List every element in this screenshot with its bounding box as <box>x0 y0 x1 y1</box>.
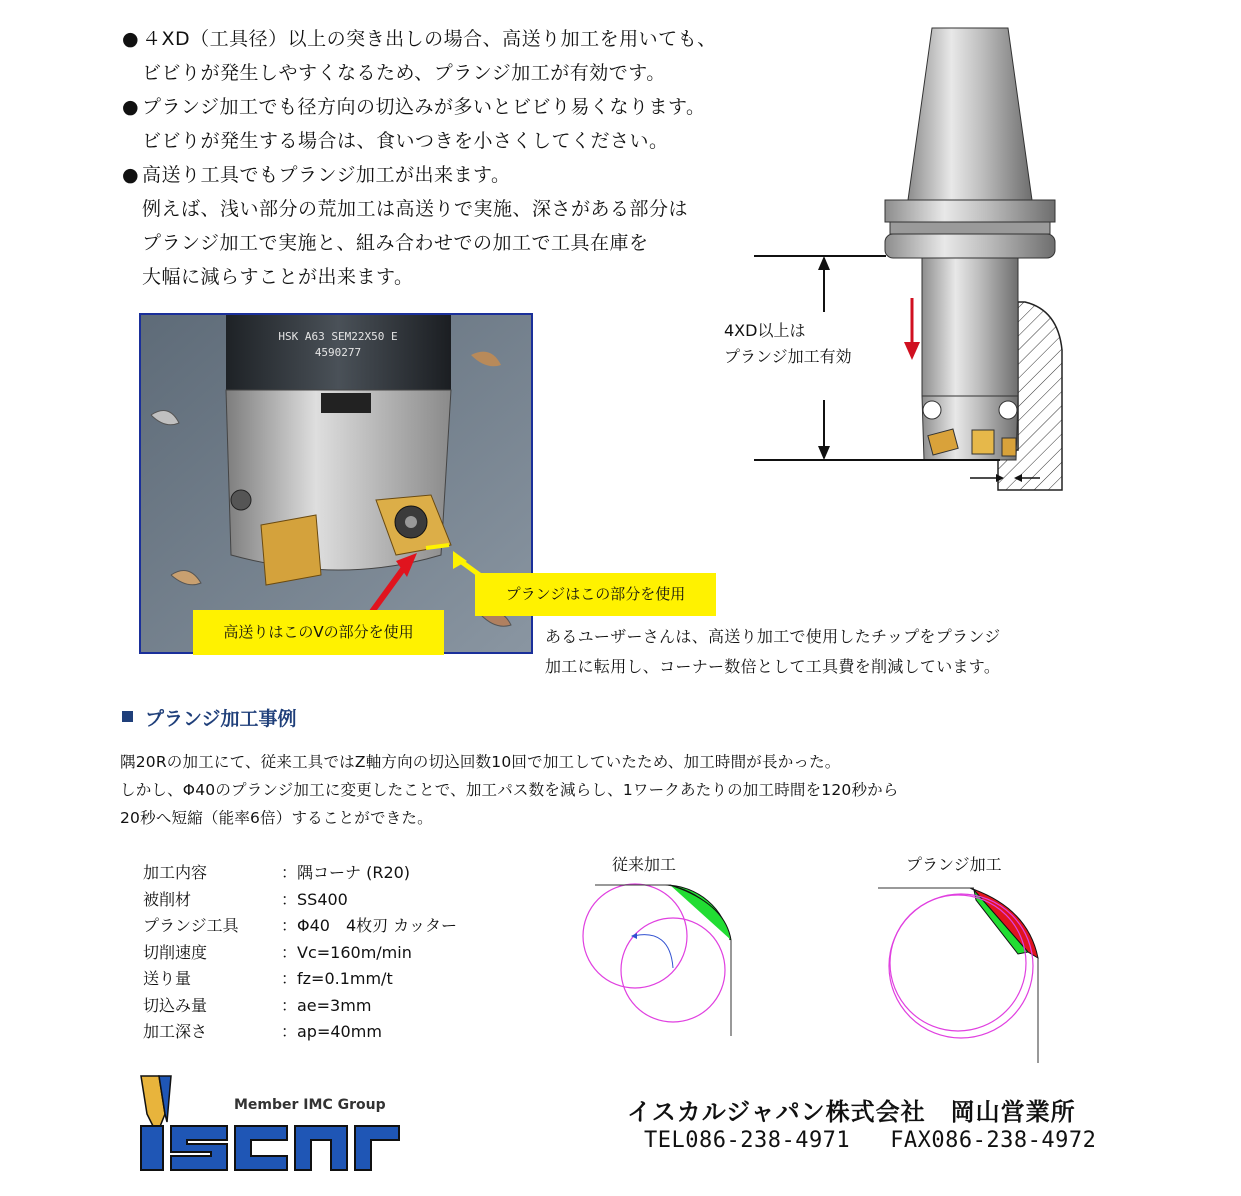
spec-row: 被削材 ：SS400 <box>143 889 348 909</box>
user-note <box>545 622 1001 682</box>
description-line-1: 隅20Rの加工にて、従来工具ではZ軸方向の切込回数10回で加工していたため、加工時間が長かった。 <box>120 753 841 771</box>
iscar-logo <box>137 1074 402 1174</box>
case-description <box>120 748 899 832</box>
conventional-label: 従来加工 <box>612 855 677 874</box>
conventional-diagram <box>575 878 745 1038</box>
intro-bullets <box>122 22 782 294</box>
bullet-3-line-3: プランジ加工で実施と、組み合わせでの加工で工具在庫を <box>142 232 649 254</box>
company-name: イスカルジャパン株式会社 岡山営業所 <box>627 1098 1076 1126</box>
holder-engraving-line-2: 4590277 <box>314 346 362 359</box>
section-title-text: プランジ加工事例 <box>145 708 297 730</box>
callout-plunge: プランジはこの部分を使用 <box>475 573 716 616</box>
spec-row: 加工深さ ：ap=40mm <box>143 1022 382 1041</box>
spec-row: 送り量 ：fz=0.1mm/t <box>143 969 393 988</box>
holder-engraving-line-1: HSK A63 SEM22X50 E <box>278 330 398 343</box>
spec-list <box>143 860 457 1046</box>
member-group-text: Member IMC Group <box>234 1097 386 1113</box>
protrusion-label-line-2: プランジ加工有効 <box>724 347 852 366</box>
protrusion-label-line-1: 4XD以上は <box>724 321 806 340</box>
bullet-2-line-2: ビビりが発生する場合は、食いつきを小さくしてください。 <box>142 130 669 152</box>
spec-row: 切込み量 ：ae=3mm <box>143 995 372 1015</box>
square-bullet-icon <box>122 711 133 722</box>
bullet-3-line-2: 例えば、浅い部分の荒加工は高送りで実施、深さがある部分は <box>142 198 689 220</box>
contact-numbers <box>644 1128 1096 1153</box>
bullet-1-line-1: ● ４XD（工具径）以上の突き出しの場合、高送り加工を用いても、 <box>122 28 717 50</box>
tool-drawing <box>740 20 1080 510</box>
spec-row: 加工内容 ：隅コーナ (R20) <box>143 863 411 882</box>
tool-protrusion-label <box>724 318 852 370</box>
description-line-3: 20秒へ短縮（能率6倍）することができた。 <box>120 809 433 827</box>
description-line-2: しかし、Φ40のプランジ加工に変更したことで、加工パス数を減らし、1ワークあたりの加工時間を120秒から <box>120 781 899 799</box>
user-note-line-1: あるユーザーさんは、高送り加工で使用したチップをプランジ <box>545 627 1001 646</box>
callout-highfeed: 高送りはこのVの部分を使用 <box>193 610 444 655</box>
bullet-3-line-4: 大幅に減らすことが出来ます。 <box>142 266 414 288</box>
spec-row: プランジ工具 ：Φ40 4枚刃 カッター <box>143 916 458 935</box>
fax-number: FAX086-238-4972 <box>890 1128 1097 1153</box>
bullet-1-line-2: ビビりが発生しやすくなるため、プランジ加工が有効です。 <box>142 62 666 84</box>
spec-row: 切削速度 ：Vc=160m/min <box>143 942 412 962</box>
plunge-diagram <box>878 878 1048 1068</box>
section-title <box>122 704 297 731</box>
tel-number: TEL086-238-4971 <box>644 1128 851 1153</box>
cutter-photo <box>139 313 533 654</box>
bullet-2-line-1: ● プランジ加工でも径方向の切込みが多いとビビり易くなります。 <box>122 96 706 118</box>
plunge-label: プランジ加工 <box>906 855 1002 874</box>
user-note-line-2: 加工に転用し、コーナー数倍として工具費を削減しています。 <box>545 657 1001 676</box>
bullet-3-line-1: ● 高送り工具でもプランジ加工が出来ます。 <box>122 164 511 186</box>
holder-engraving <box>273 329 403 361</box>
